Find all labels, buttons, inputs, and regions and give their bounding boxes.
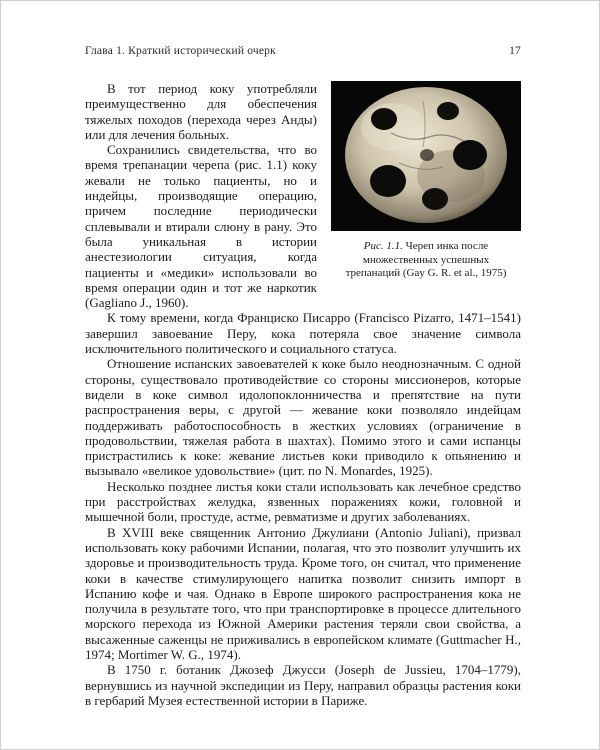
running-head <box>85 45 521 57</box>
body-text <box>85 81 521 708</box>
figure-1-1 <box>331 81 521 281</box>
skull-illustration <box>331 81 521 231</box>
figure-caption-text: Череп инка после множественных успешных трепанаций (Gay G. R. et al., 1975) <box>345 240 507 279</box>
paragraph: Отношение испанских завоевателей к коке было неоднозначным. С одной стороны, существовало противодействие со стороны миссионеров, которые видели в коке символ идолопоклонничества и препятствие на пути распространения веры, с другой — жевание коки позволяло индейцам поддерживать работоспособность в жестких условиях (ограничение в продовольствии, тяжелая работа в шахтах). Помимо этого и сами испанцы пристрастились к коке: жевание листьев коки приводило к опьянению и вызывало «великое удовольствие» (цит. по N. Monardes, 1925). <box>85 356 521 479</box>
figure-caption-label: Рис. 1.1. <box>363 240 403 252</box>
paragraph: В XVIII веке священник Антонио Джулиани (Antonio Juliani), призвал использовать коку рабочими Испании, полагая, что это позволит улучшить их здоровье и производительность труда. Кроме того, он считал, что применение коки в качестве стимулирующего напитка позволит снизить импорт в Испанию кофе и чая. Однако в Европе широкого распространения кока не получила в результате того, что при транспортировке в процессе длительного морского перехода из Южной Америки растения теряли свои свойства, а высаженные саженцы не приживались в европейском климате (Guttmacher H., 1974; Mortimer W. G., 1974). <box>85 524 521 662</box>
paragraph: Сохранились свидетельства, что во время трепанации черепа (рис. 1.1) коку жевали не только пациенты, но и индейцы, производящие операцию, причем последние периодически сплевывали и втирали слюну в рану. Это была уникальная в истории анестезиологии ситуация, когда пациенты и «медики» использовали во время операции один и тот же наркотик (Gagliano J., 1960). <box>85 142 317 311</box>
paragraph: К тому времени, когда Франциско Писарро (Francisco Pizarro, 1471–1541) завершил завоевание Перу, кока потеряла свое значение символа исключительного политического и социального статуса. <box>85 310 521 357</box>
page-number: 17 <box>509 45 521 57</box>
chapter-title: Глава 1. Краткий исторический очерк <box>85 45 276 57</box>
paragraph: В 1750 г. ботаник Джозеф Джусси (Joseph de Jussieu, 1704–1779), вернувшись из научной экспедиции из Перу, направил образцы растения коки в гербарий Музея естественной истории в Париже. <box>85 662 521 708</box>
skull-photo <box>331 81 521 231</box>
paragraph: Несколько позднее листья коки стали использовать как лечебное средство при расстройствах желудка, язвенных поражениях кожи, головной и мышечной боли, простуде, астме, ревматизме и других заболеваниях. <box>85 478 521 525</box>
paragraph: В тот период коку употребляли преимущественно для обеспечения тяжелых походов (перехода через Анды) или для лечения больных. <box>85 81 317 142</box>
page-content <box>1 1 599 708</box>
figure-caption <box>331 240 521 281</box>
